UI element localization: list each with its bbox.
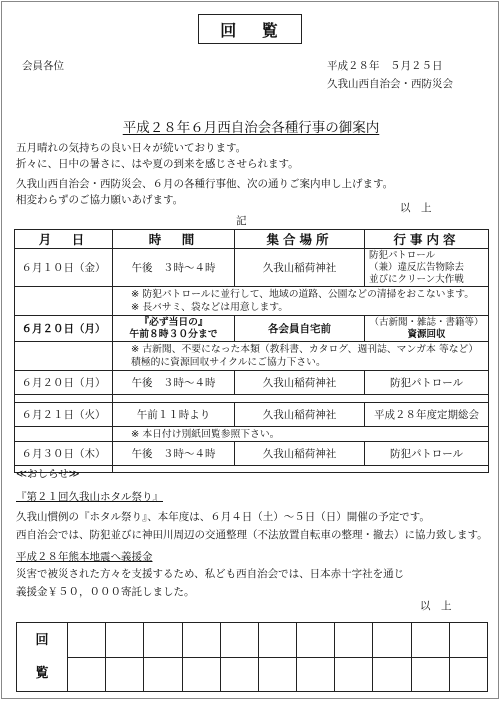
- recipient: 会員各位: [22, 60, 64, 72]
- stamp-cell[interactable]: [68, 623, 106, 658]
- row-time: 午前１１時より: [113, 403, 235, 427]
- table-header-row: [15, 230, 489, 249]
- row-place: 久我山稲荷神社: [235, 249, 365, 287]
- circulation-label: 回 覧: [17, 623, 68, 692]
- table-note-row: [15, 287, 489, 316]
- notice-heading: ≪おしらせ≫: [16, 468, 80, 480]
- stamp-cell[interactable]: [68, 657, 106, 692]
- header-place: 集合場所: [235, 230, 365, 249]
- main-title: 平成２８年６月西自治会各種行事の御案内: [122, 120, 380, 136]
- stamp-cell[interactable]: [411, 623, 449, 658]
- header-content: 行事内容: [365, 230, 489, 249]
- closing-ijou: 以 上: [400, 202, 432, 214]
- stamp-cell[interactable]: [449, 657, 487, 692]
- row-content: 平成２８年度定期総会: [365, 403, 489, 427]
- stamp-cell[interactable]: [297, 623, 335, 658]
- row-date: ６月２０日（月）: [15, 316, 113, 342]
- stamp-cell[interactable]: [106, 623, 144, 658]
- stamp-cell[interactable]: [220, 623, 258, 658]
- stamp-cell[interactable]: [449, 623, 487, 658]
- row-notes: ※ 古新聞、不要になった本類（教科書、カタログ、週刊誌、マンガ本 等など） 積極的に資源回収サイクルにご協力下さい。: [113, 342, 489, 371]
- stamp-cell[interactable]: [258, 623, 296, 658]
- stamp-cell[interactable]: [297, 657, 335, 692]
- table-row: [15, 249, 489, 287]
- greeting-line: 久我山西自治会・西防災会、６月の各種行事他、次の通りご案内申し上げます。: [16, 178, 394, 190]
- circulation-row: [17, 657, 488, 692]
- document-page: [1, 1, 499, 699]
- stamp-cell[interactable]: [335, 623, 373, 658]
- greeting-line: 折々に、日中の暑さに、はや夏の到来を感じさせられます。: [16, 158, 299, 170]
- table-row: [15, 403, 489, 427]
- stamp-cell[interactable]: [106, 657, 144, 692]
- row-content: （古新聞・雑誌・書籍等） 資源回収: [365, 316, 489, 342]
- stamp-cell[interactable]: [411, 657, 449, 692]
- table-spacer-row: [15, 395, 489, 403]
- sender: 久我山西自治会・西防災会: [327, 78, 453, 90]
- row-content: 防犯パトロール （兼）違反広告物除去 並びにクリーン大作戦: [365, 249, 489, 287]
- circulation-row: [17, 623, 488, 658]
- table-row: [15, 371, 489, 395]
- row-place: 久我山稲荷神社: [235, 403, 365, 427]
- table-note-row: [15, 427, 489, 442]
- table-row: [15, 316, 489, 342]
- row-date: ６月２０日（月）: [15, 371, 113, 395]
- header-time: 時 間: [113, 230, 235, 249]
- hotaru-line: 久我山慣例の『ホタル祭り』、本年度は、６月４日（土）～５日（日）開催の予定です。: [16, 511, 430, 523]
- kumamoto-line: 災害で被災された方々を支援するため、私ども西自治会では、日本赤十字社を通じ: [16, 568, 405, 580]
- header-date: 月 日: [15, 230, 113, 249]
- kumamoto-line: 義援金￥５０，０００寄託しました。: [16, 586, 195, 598]
- stamp-cell[interactable]: [258, 657, 296, 692]
- row-notes: ※ 本日付け別紙回覧参照下さい。: [113, 427, 489, 442]
- row-date: ６月１０日（金）: [15, 249, 113, 287]
- document-title: 回 覧: [198, 14, 302, 44]
- row-time: 午後 ３時～４時: [113, 249, 235, 287]
- stamp-cell[interactable]: [335, 657, 373, 692]
- row-date: ６月２１日（火）: [15, 403, 113, 427]
- row-content: 防犯パトロール: [365, 442, 489, 466]
- row-time: 午後 ３時～４時: [113, 371, 235, 395]
- stamp-cell[interactable]: [373, 623, 411, 658]
- issue-date: 平成２８年 ５月２５日: [327, 60, 443, 72]
- stamp-cell[interactable]: [373, 657, 411, 692]
- table-spacer-row: [15, 466, 489, 473]
- stamp-cell[interactable]: [144, 623, 182, 658]
- row-notes: ※ 防犯パトロールに並行して、地域の道路、公園などの清掃をおこないます。 ※ 長バサミ、袋などは用意します。: [113, 287, 489, 316]
- stamp-cell[interactable]: [220, 657, 258, 692]
- circulation-table: [16, 622, 488, 692]
- row-place: 各会員自宅前: [235, 316, 365, 342]
- greeting-line: 五月晴れの気持ちの良い日々が続いております。: [16, 142, 247, 154]
- kumamoto-title: 平成２８年熊本地震へ義援金: [16, 551, 153, 563]
- stamp-cell[interactable]: [182, 657, 220, 692]
- row-content: 防犯パトロール: [365, 371, 489, 395]
- hotaru-line: 西自治会では、防犯並びに神田川周辺の交通整理（不法放置自転車の整理・撤去）に協力致します。: [16, 529, 488, 541]
- notice-ijou: 以 上: [420, 600, 452, 612]
- table-row: [15, 442, 489, 466]
- stamp-cell[interactable]: [144, 657, 182, 692]
- row-date: ６月３０日（木）: [15, 442, 113, 466]
- ki-mark: 記: [236, 215, 247, 227]
- row-time: 『必ず当日の』 午前８時３０分まで: [113, 316, 235, 342]
- hotaru-title: 『第２１回久我山ホタル祭り』: [16, 491, 163, 503]
- row-time: 午後 ３時～４時: [113, 442, 235, 466]
- row-place: 久我山稲荷神社: [235, 371, 365, 395]
- table-note-row: [15, 342, 489, 371]
- schedule-table: [14, 229, 489, 473]
- row-place: 久我山稲荷神社: [235, 442, 365, 466]
- stamp-cell[interactable]: [182, 623, 220, 658]
- greeting-line: 相変わらずのご協力願いあげます。: [16, 194, 184, 206]
